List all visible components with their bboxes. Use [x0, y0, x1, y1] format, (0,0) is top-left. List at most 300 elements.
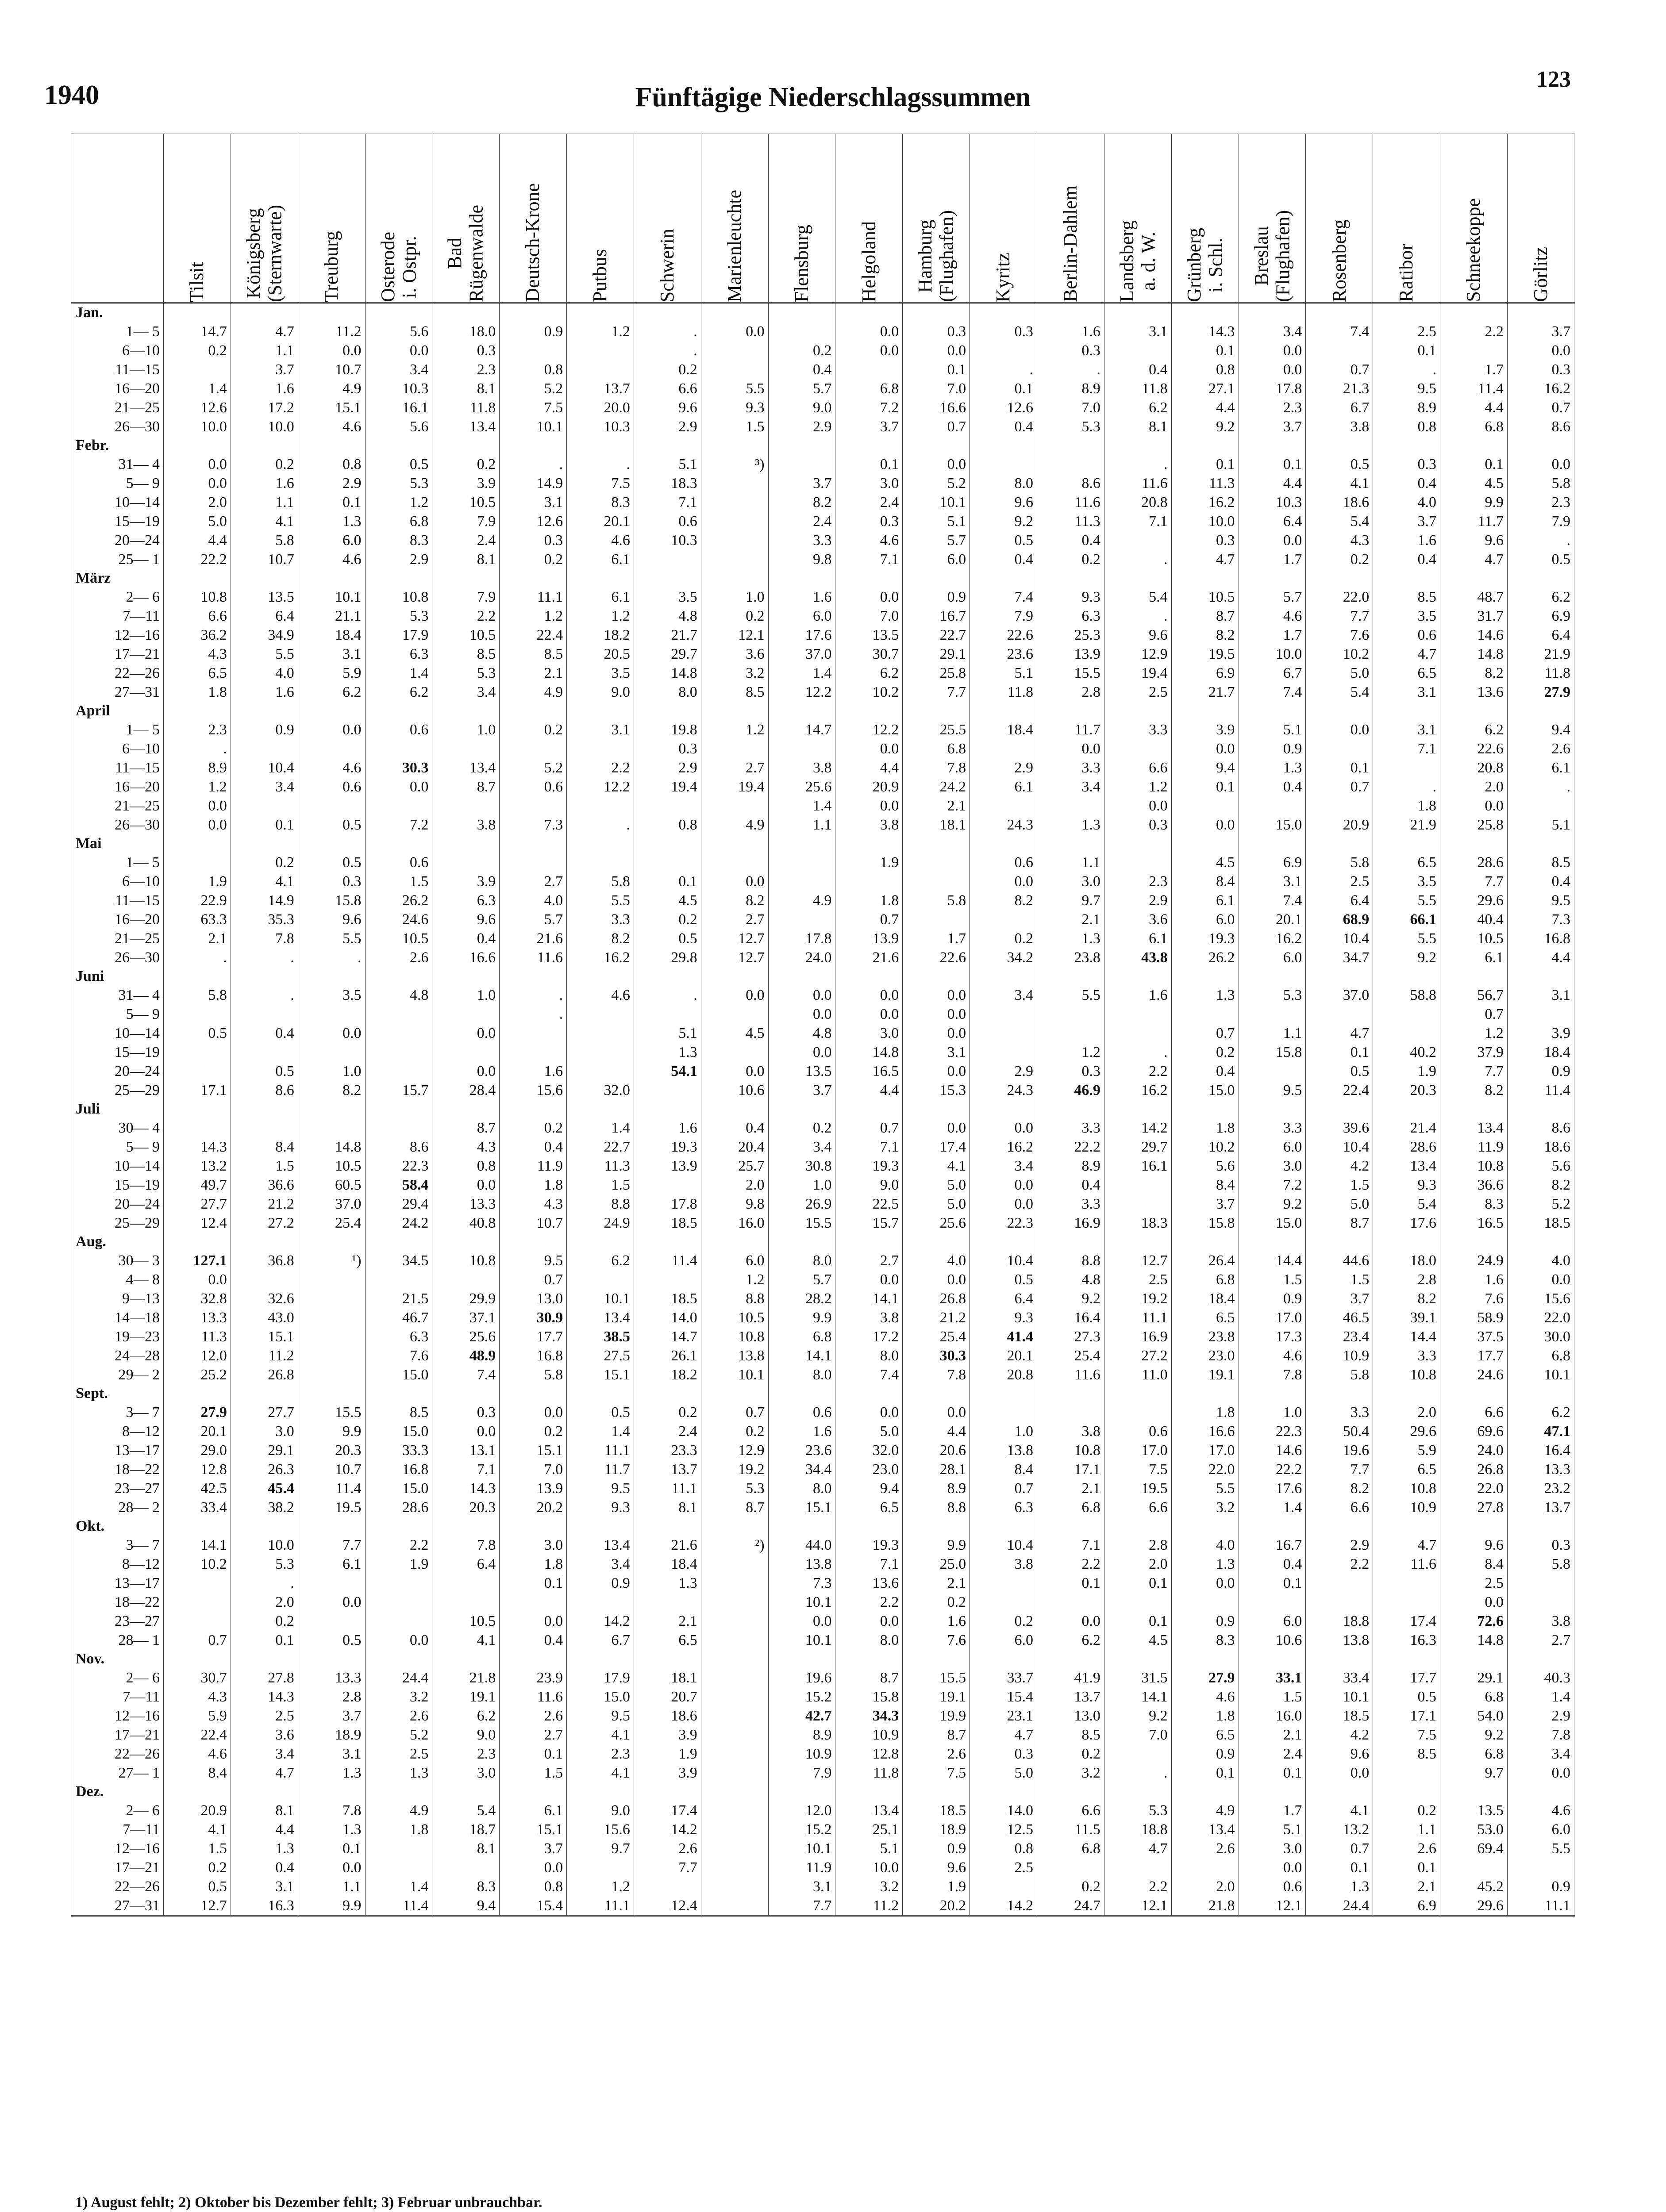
period-cell: 26—30 [72, 815, 164, 834]
value-cell: 8.9 [1037, 379, 1104, 398]
value-cell: 8.6 [1507, 417, 1574, 436]
value-cell: 1.1 [1239, 1024, 1306, 1043]
table-row [72, 398, 1575, 417]
value-cell: 1.9 [903, 1877, 970, 1896]
value-cell: 17.9 [567, 1668, 634, 1687]
value-cell: 2.7 [701, 910, 768, 929]
empty-cell [1239, 1384, 1306, 1403]
value-cell: 2.2 [1104, 1877, 1171, 1896]
value-cell: 34.5 [365, 1251, 432, 1270]
value-cell: 14.2 [634, 1820, 701, 1839]
value-cell: 6.3 [365, 645, 432, 664]
value-cell: 0.2 [701, 1422, 768, 1441]
value-cell: 27.1 [1171, 379, 1239, 398]
value-cell [164, 853, 231, 872]
value-cell: 2.7 [701, 758, 768, 777]
value-cell: 18.5 [634, 1289, 701, 1308]
month-label: Juli [72, 1100, 164, 1118]
value-cell: 11.8 [1104, 379, 1171, 398]
value-cell: 2.3 [567, 1744, 634, 1763]
station-header [970, 134, 1037, 303]
value-cell: 29.0 [164, 1441, 231, 1460]
value-cell [298, 1327, 365, 1346]
value-cell: 4.4 [231, 1820, 298, 1839]
value-cell: 8.2 [768, 493, 835, 512]
station-name: Treuburg [320, 230, 342, 302]
value-cell: 7.3 [500, 815, 567, 834]
value-cell: 4.0 [903, 1251, 970, 1270]
empty-cell [1440, 1233, 1508, 1251]
period-cell: 11—15 [72, 891, 164, 910]
value-cell: 3.3 [1104, 720, 1171, 739]
value-cell: 3.3 [567, 910, 634, 929]
value-cell: 7.9 [432, 512, 500, 531]
value-cell: 2.1 [1037, 910, 1104, 929]
empty-cell [1306, 1384, 1373, 1403]
value-cell [1104, 341, 1171, 360]
value-cell: 8.2 [1507, 1175, 1574, 1194]
value-cell: 9.7 [567, 1839, 634, 1858]
value-cell: 4.4 [1507, 948, 1574, 967]
value-cell: 0.4 [1507, 872, 1574, 891]
value-cell: 1.8 [1171, 1403, 1239, 1422]
empty-cell [1171, 436, 1239, 455]
empty-cell [1037, 569, 1104, 588]
value-cell: 6.9 [1507, 607, 1574, 626]
value-cell: 17.0 [1239, 1308, 1306, 1327]
value-cell [970, 1043, 1037, 1062]
value-cell: 5.1 [1507, 815, 1574, 834]
period-cell: 3— 7 [72, 1536, 164, 1555]
value-cell: 0.0 [701, 872, 768, 891]
table-row [72, 1820, 1575, 1839]
value-cell: 16.1 [1104, 1156, 1171, 1175]
value-cell: 8.0 [768, 1251, 835, 1270]
value-cell: 2.2 [432, 607, 500, 626]
value-cell: 6.8 [903, 739, 970, 758]
value-cell: 0.9 [231, 720, 298, 739]
value-cell [1104, 1194, 1171, 1214]
value-cell: 2.2 [835, 1593, 903, 1612]
value-cell: 16.0 [701, 1214, 768, 1233]
value-cell: 9.7 [1440, 1763, 1508, 1782]
empty-cell [768, 1650, 835, 1668]
value-cell: . [164, 739, 231, 758]
empty-cell [701, 1100, 768, 1118]
value-cell: 5.3 [1104, 1801, 1171, 1820]
value-cell: 24.2 [903, 777, 970, 796]
value-cell: 0.0 [970, 1175, 1037, 1194]
month-label: Nov. [72, 1650, 164, 1668]
value-cell: 34.9 [231, 626, 298, 645]
value-cell: 1.5 [1306, 1270, 1373, 1289]
value-cell: 0.4 [970, 417, 1037, 436]
value-cell: 15.4 [970, 1687, 1037, 1706]
value-cell: 3.5 [1373, 872, 1440, 891]
value-cell: 15.5 [903, 1668, 970, 1687]
value-cell: 5.5 [1507, 1839, 1574, 1858]
value-cell: 2.1 [164, 929, 231, 948]
value-cell: 25.1 [835, 1820, 903, 1839]
value-cell: 12.7 [164, 1896, 231, 1916]
empty-cell [1171, 834, 1239, 853]
value-cell: 6.0 [298, 531, 365, 550]
value-cell: 0.5 [970, 1270, 1037, 1289]
value-cell: 1.0 [970, 1422, 1037, 1441]
value-cell: 27.9 [164, 1403, 231, 1422]
value-cell: 36.6 [1440, 1175, 1508, 1194]
value-cell: 1.2 [567, 607, 634, 626]
value-cell: 1.3 [1037, 929, 1104, 948]
period-cell: 4— 8 [72, 1270, 164, 1289]
empty-cell [1171, 1233, 1239, 1251]
value-cell: 5.9 [164, 1706, 231, 1725]
value-cell: 0.2 [500, 1422, 567, 1441]
value-cell [701, 493, 768, 512]
value-cell: . [567, 815, 634, 834]
value-cell: 0.4 [701, 1118, 768, 1137]
table-row [72, 1062, 1575, 1081]
value-cell: 15.6 [567, 1820, 634, 1839]
value-cell: 10.1 [1507, 1365, 1574, 1384]
value-cell: 8.5 [1373, 588, 1440, 607]
value-cell: 0.7 [1507, 398, 1574, 417]
value-cell: 8.9 [1037, 1156, 1104, 1175]
value-cell: 0.2 [1037, 550, 1104, 569]
value-cell: 13.9 [1037, 645, 1104, 664]
value-cell: 46.9 [1037, 1081, 1104, 1100]
value-cell [365, 1024, 432, 1043]
value-cell: 2.9 [365, 550, 432, 569]
empty-cell [1037, 1233, 1104, 1251]
value-cell: 0.1 [1239, 455, 1306, 474]
value-cell [701, 1896, 768, 1916]
value-cell: 13.5 [768, 1062, 835, 1081]
value-cell: 5.6 [1507, 1156, 1574, 1175]
value-cell [701, 1043, 768, 1062]
value-cell: 9.5 [1507, 891, 1574, 910]
value-cell: 7.0 [903, 379, 970, 398]
value-cell [1104, 1403, 1171, 1422]
station-header [500, 134, 567, 303]
table-row [72, 1137, 1575, 1156]
value-cell [634, 1175, 701, 1194]
value-cell: 1.7 [1440, 360, 1508, 379]
table-row [72, 1346, 1575, 1365]
value-cell: 10.9 [1306, 1346, 1373, 1365]
value-cell [903, 872, 970, 891]
empty-cell [768, 1233, 835, 1251]
month-label: Juni [72, 967, 164, 986]
value-cell: 1.6 [1440, 1270, 1508, 1289]
value-cell: 8.4 [1440, 1555, 1508, 1574]
table-row [72, 550, 1575, 569]
value-cell: 1.4 [365, 664, 432, 683]
value-cell [701, 1877, 768, 1896]
value-cell: 10.2 [835, 683, 903, 702]
value-cell: 18.4 [970, 720, 1037, 739]
value-cell: 7.8 [298, 1801, 365, 1820]
value-cell: 0.7 [1306, 777, 1373, 796]
value-cell: 4.1 [432, 1631, 500, 1650]
value-cell: 6.5 [835, 1498, 903, 1517]
value-cell: 20.8 [1440, 758, 1508, 777]
value-cell: 3.1 [231, 1877, 298, 1896]
value-cell: 6.0 [701, 1251, 768, 1270]
value-cell [500, 796, 567, 815]
value-cell: 6.8 [1440, 1744, 1508, 1763]
value-cell: 30.3 [903, 1346, 970, 1365]
value-cell: 14.1 [164, 1536, 231, 1555]
empty-cell [768, 1100, 835, 1118]
value-cell: 4.6 [298, 758, 365, 777]
value-cell: 5.5 [1373, 929, 1440, 948]
value-cell: 2.1 [903, 796, 970, 815]
value-cell: 24.3 [970, 815, 1037, 834]
empty-cell [1306, 834, 1373, 853]
value-cell: . [1104, 1763, 1171, 1782]
value-cell: 5.1 [634, 455, 701, 474]
value-cell: 2.1 [634, 1612, 701, 1631]
empty-cell [500, 1650, 567, 1668]
value-cell: 2.9 [634, 758, 701, 777]
value-cell: 8.0 [634, 683, 701, 702]
value-cell: 3.0 [1239, 1156, 1306, 1175]
value-cell: 9.6 [1440, 531, 1508, 550]
value-cell: 9.6 [903, 1858, 970, 1877]
table-row [72, 1214, 1575, 1233]
value-cell: 6.4 [1239, 512, 1306, 531]
value-cell: 1.2 [701, 720, 768, 739]
empty-cell [1373, 436, 1440, 455]
value-cell: 1.3 [634, 1043, 701, 1062]
value-cell: 7.7 [1306, 1460, 1373, 1479]
value-cell: 1.6 [1037, 322, 1104, 341]
value-cell: 13.7 [1037, 1687, 1104, 1706]
value-cell: 1.3 [1037, 815, 1104, 834]
value-cell: 17.7 [1373, 1668, 1440, 1687]
value-cell: 2.6 [500, 1706, 567, 1725]
table-row [72, 1118, 1575, 1137]
value-cell: 4.9 [701, 815, 768, 834]
empty-cell [1239, 1782, 1306, 1801]
value-cell: 25.6 [903, 1214, 970, 1233]
value-cell: 0.0 [1306, 720, 1373, 739]
value-cell: 0.8 [1171, 360, 1239, 379]
value-cell: 0.0 [970, 1118, 1037, 1137]
value-cell: 9.5 [1373, 379, 1440, 398]
value-cell [1239, 1593, 1306, 1612]
empty-cell [432, 1650, 500, 1668]
value-cell: 21.6 [835, 948, 903, 967]
period-cell: 5— 9 [72, 1005, 164, 1024]
value-cell: . [567, 455, 634, 474]
value-cell: 1.9 [835, 853, 903, 872]
value-cell: 7.6 [903, 1631, 970, 1650]
value-cell: 11.3 [1037, 512, 1104, 531]
value-cell: 3.0 [432, 1763, 500, 1782]
value-cell: 3.4 [432, 683, 500, 702]
value-cell: 21.5 [365, 1289, 432, 1308]
empty-cell [1373, 1384, 1440, 1403]
value-cell [298, 1308, 365, 1327]
value-cell: 10.0 [231, 417, 298, 436]
value-cell: 15.4 [500, 1896, 567, 1916]
value-cell: 2.8 [298, 1687, 365, 1706]
value-cell: 10.8 [1373, 1365, 1440, 1384]
value-cell [634, 550, 701, 569]
value-cell: 43.0 [231, 1308, 298, 1327]
value-cell: 14.8 [835, 1043, 903, 1062]
value-cell: 23.0 [835, 1460, 903, 1479]
value-cell: 10.3 [567, 417, 634, 436]
value-cell: 2.6 [903, 1744, 970, 1763]
station-header [1306, 134, 1373, 303]
value-cell: 0.3 [1037, 341, 1104, 360]
value-cell: 8.6 [1507, 1118, 1574, 1137]
value-cell: 0.0 [835, 986, 903, 1005]
value-cell: 46.7 [365, 1308, 432, 1327]
value-cell: 0.5 [231, 1062, 298, 1081]
empty-cell [835, 569, 903, 588]
value-cell: 8.4 [970, 1460, 1037, 1479]
value-cell: 1.5 [701, 417, 768, 436]
value-cell: 6.5 [1373, 1460, 1440, 1479]
period-cell: 24—28 [72, 1346, 164, 1365]
value-cell: 1.8 [365, 1820, 432, 1839]
value-cell: 0.9 [500, 322, 567, 341]
value-cell: 4.8 [365, 986, 432, 1005]
value-cell: 3.8 [432, 815, 500, 834]
value-cell: 0.0 [970, 872, 1037, 891]
period-cell: 26—30 [72, 417, 164, 436]
empty-cell [365, 702, 432, 720]
value-cell: 4.7 [1306, 1024, 1373, 1043]
value-cell: 15.7 [365, 1081, 432, 1100]
value-cell: 0.5 [1306, 1062, 1373, 1081]
value-cell: 3.0 [835, 474, 903, 493]
value-cell: 11.7 [567, 1460, 634, 1479]
value-cell: 29.6 [1440, 1896, 1508, 1916]
value-cell: 33.7 [970, 1668, 1037, 1687]
value-cell: 18.3 [1104, 1214, 1171, 1233]
value-cell: 63.3 [164, 910, 231, 929]
value-cell: 1.6 [903, 1612, 970, 1631]
value-cell: 5.9 [298, 664, 365, 683]
empty-cell [1440, 1517, 1508, 1536]
value-cell [298, 1005, 365, 1024]
value-cell: 0.3 [1104, 815, 1171, 834]
value-cell: 2.2 [1306, 1555, 1373, 1574]
value-cell: 1.0 [298, 1062, 365, 1081]
value-cell: . [1507, 531, 1574, 550]
value-cell: 6.8 [768, 1327, 835, 1346]
empty-cell [567, 303, 634, 323]
value-cell: 20.7 [634, 1687, 701, 1706]
value-cell: 19.2 [701, 1460, 768, 1479]
table-row [72, 872, 1575, 891]
value-cell: 27.3 [1037, 1327, 1104, 1346]
value-cell: 1.7 [903, 929, 970, 948]
value-cell [298, 1365, 365, 1384]
value-cell: 37.9 [1440, 1043, 1508, 1062]
value-cell: 0.1 [298, 493, 365, 512]
value-cell: 2.9 [970, 1062, 1037, 1081]
value-cell: . [1373, 777, 1440, 796]
value-cell [701, 1631, 768, 1650]
value-cell: 7.8 [903, 1365, 970, 1384]
value-cell: 17.1 [1373, 1706, 1440, 1725]
value-cell: 7.0 [835, 607, 903, 626]
period-cell: 17—21 [72, 645, 164, 664]
station-name: Bad Rügenwalde [444, 205, 487, 302]
table-row [72, 1251, 1575, 1270]
empty-cell [634, 1517, 701, 1536]
empty-cell [1104, 303, 1171, 323]
value-cell: 26.1 [634, 1346, 701, 1365]
value-cell: 1.8 [1373, 796, 1440, 815]
value-cell: 26.8 [231, 1365, 298, 1384]
value-cell: 5.8 [231, 531, 298, 550]
value-cell [1507, 1574, 1574, 1593]
value-cell: 15.7 [835, 1214, 903, 1233]
empty-cell [1373, 569, 1440, 588]
empty-cell [768, 1782, 835, 1801]
value-cell: 0.4 [500, 1631, 567, 1650]
value-cell: 6.2 [432, 1706, 500, 1725]
value-cell: 0.0 [500, 1612, 567, 1631]
value-cell: 1.3 [298, 1763, 365, 1782]
station-header [1440, 134, 1508, 303]
value-cell [970, 341, 1037, 360]
value-cell: 0.2 [970, 929, 1037, 948]
value-cell [701, 1593, 768, 1612]
value-cell: 8.3 [365, 531, 432, 550]
value-cell: 8.7 [701, 1498, 768, 1517]
value-cell: 15.8 [298, 891, 365, 910]
value-cell: 23.9 [500, 1668, 567, 1687]
empty-cell [970, 834, 1037, 853]
period-cell: 15—19 [72, 1043, 164, 1062]
value-cell: 4.6 [1507, 1801, 1574, 1820]
value-cell: 18.7 [432, 1820, 500, 1839]
value-cell [701, 796, 768, 815]
empty-cell [634, 1782, 701, 1801]
value-cell [701, 1744, 768, 1763]
value-cell: 1.3 [1171, 1555, 1239, 1574]
period-cell: 17—21 [72, 1858, 164, 1877]
value-cell: 39.6 [1306, 1118, 1373, 1137]
station-name: Deutsch-Krone [522, 183, 544, 302]
value-cell: 0.3 [903, 322, 970, 341]
value-cell: . [1104, 607, 1171, 626]
value-cell [1104, 739, 1171, 758]
value-cell: 8.3 [1171, 1631, 1239, 1650]
value-cell: 0.3 [500, 531, 567, 550]
value-cell: 8.8 [567, 1194, 634, 1214]
value-cell: 14.4 [1373, 1327, 1440, 1346]
value-cell: 6.2 [1440, 720, 1508, 739]
value-cell: 6.5 [1171, 1725, 1239, 1744]
value-cell: 3.8 [768, 758, 835, 777]
value-cell: 34.3 [835, 1706, 903, 1725]
value-cell [701, 1763, 768, 1782]
value-cell: 2.7 [500, 872, 567, 891]
value-cell [1373, 1763, 1440, 1782]
empty-cell [903, 569, 970, 588]
value-cell: 6.1 [567, 550, 634, 569]
value-cell: 9.2 [1037, 1289, 1104, 1308]
